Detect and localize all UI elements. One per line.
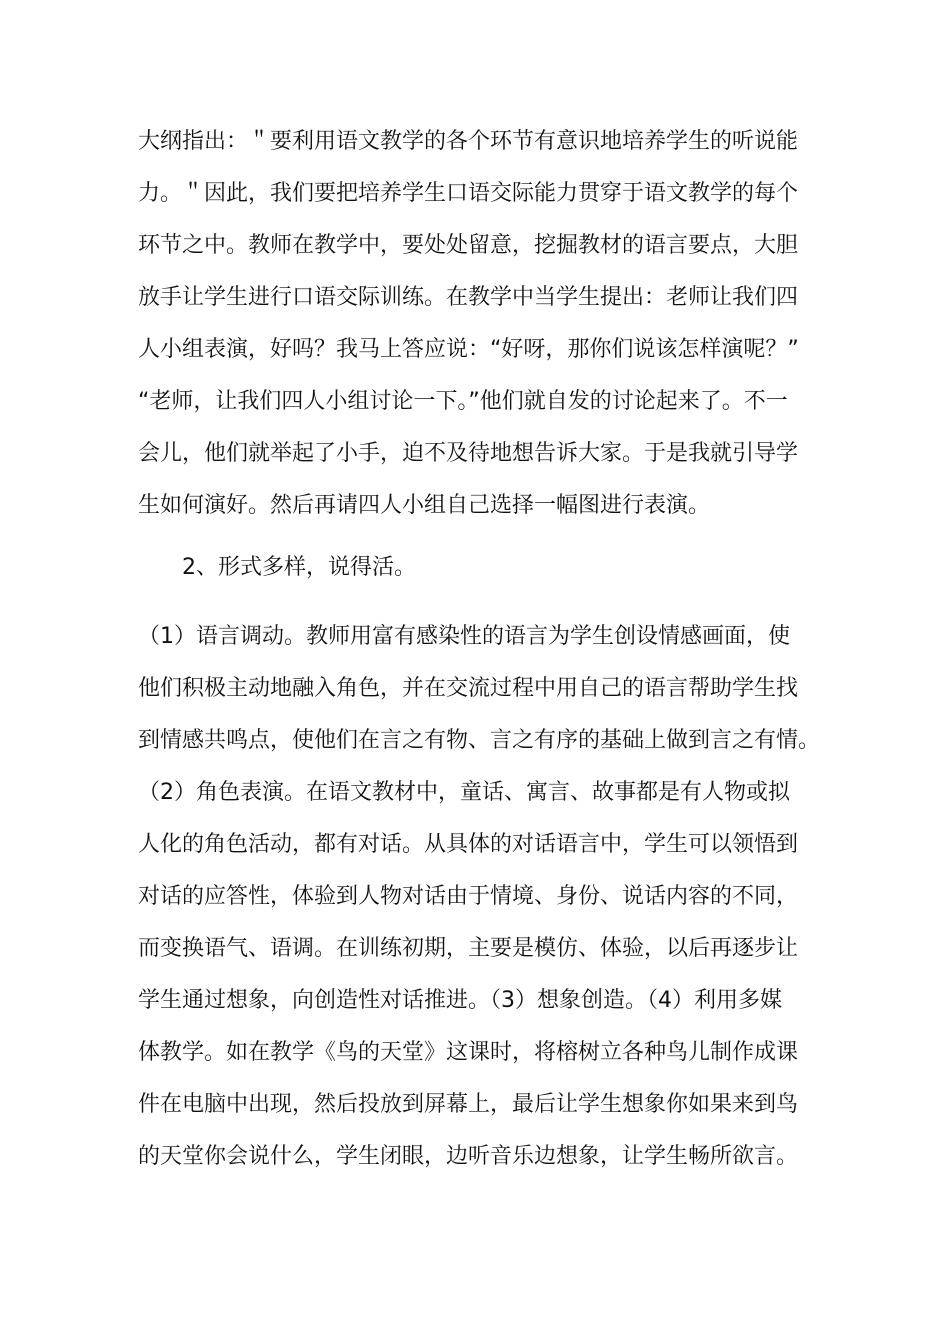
paragraph-2-line-5: 人化的角色活动，都有对话。从具体的对话语言中，学生可以领悟到 <box>138 832 799 857</box>
paragraph-1-line-1: 大纲指出：＂要利用语文教学的各个环节有意识地培养学生的听说能 <box>138 129 799 154</box>
paragraph-1-line-8: 生如何演好。然后再请四人小组自己选择一幅图进行表演。 <box>138 493 711 518</box>
paragraph-2-line-9: 体教学。如在教学《鸟的天堂》这课时，将榕树立各种鸟儿制作成课 <box>138 1040 799 1065</box>
paragraph-2-line-10: 件在电脑中出现，然后投放到屏幕上，最后让学生想象你如果来到鸟 <box>138 1092 799 1117</box>
paragraph-2-line-7: 而变换语气、语调。在训练初期，主要是模仿、体验，以后再逐步让 <box>138 936 799 961</box>
paragraph-1-line-5: 人小组表演，好吗？我马上答应说：“好呀，那你们说该怎样演呢？” <box>138 337 799 362</box>
paragraph-2-line-1: （1）语言调动。教师用富有感染性的语言为学生创设情感画面，使 <box>138 624 790 649</box>
section-heading: 2、形式多样，说得活。 <box>182 555 416 580</box>
paragraph-2-line-4: （2）角色表演。在语文教材中，童话、寓言、故事都是有人物或拟 <box>138 780 790 805</box>
paragraph-2-line-2: 他们积极主动地融入角色，并在交流过程中用自己的语言帮助学生找 <box>138 676 799 701</box>
paragraph-1-line-3: 环节之中。教师在教学中，要处处留意，挖掘教材的语言要点，大胆 <box>138 233 799 258</box>
paragraph-1-line-4: 放手让学生进行口语交际训练。在教学中当学生提出：老师让我们四 <box>138 285 799 310</box>
paragraph-1-line-7: 会儿，他们就举起了小手，迫不及待地想告诉大家。于是我就引导学 <box>138 441 799 466</box>
paragraph-1-line-6: “老师，让我们四人小组讨论一下。”他们就自发的讨论起来了。不一 <box>138 389 788 414</box>
paragraph-2-line-11: 的天堂你会说什么，学生闭眼，边听音乐边想象，让学生畅所欲言。 <box>138 1144 799 1169</box>
paragraph-1-line-2: 力。＂因此，我们要把培养学生口语交际能力贯穿于语文教学的每个 <box>138 181 799 206</box>
paragraph-2-line-3: 到情感共鸣点，使他们在言之有物、言之有序的基础上做到言之有情。 <box>138 728 821 753</box>
paragraph-2-line-6: 对话的应答性，体验到人物对话由于情境、身份、说话内容的不同， <box>138 884 799 909</box>
paragraph-2-line-8: 学生通过想象，向创造性对话推进。（3）想象创造。（4）利用多媒 <box>138 988 782 1013</box>
